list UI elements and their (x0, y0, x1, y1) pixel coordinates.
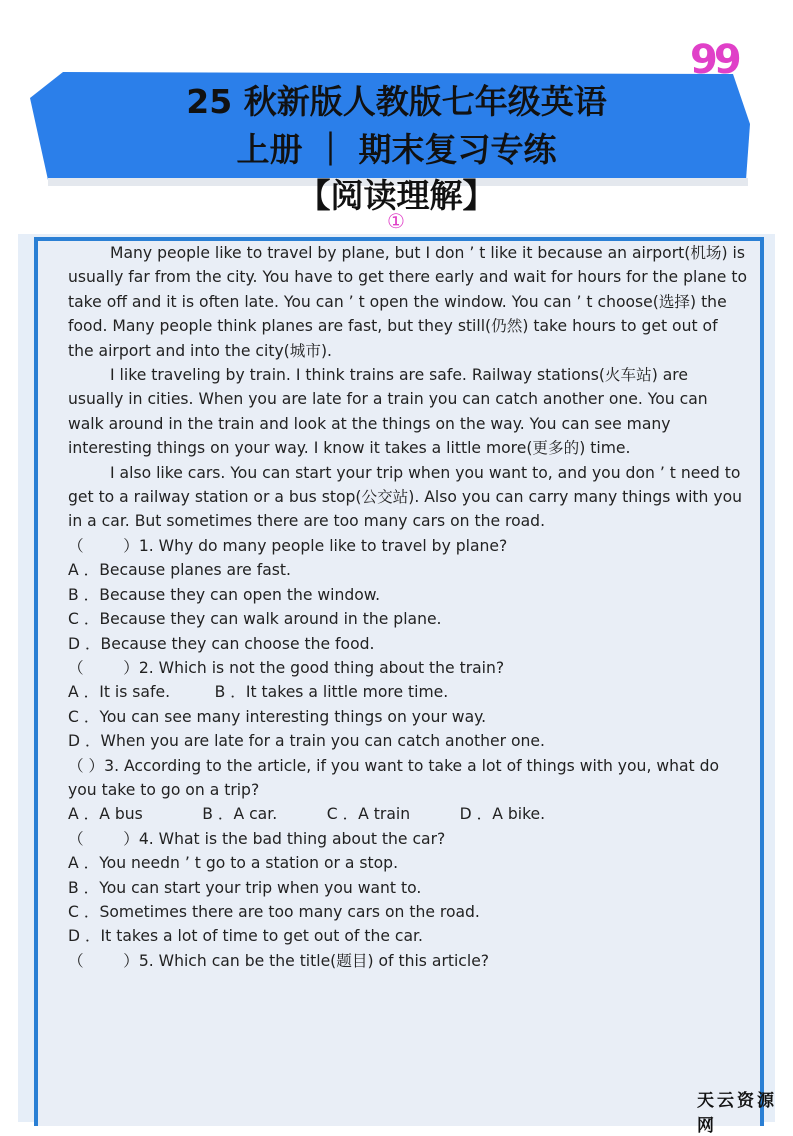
question-stem: （ ）2. Which is not the good thing about the train? (68, 658, 505, 677)
answer-option: A ．You needn ’ t go to a station or a stop. (68, 854, 399, 873)
answer-option: D ．It takes a lot of time to get out of the car. (68, 927, 423, 946)
answer-option: A ．It is safe. B ．It takes a little more time. (68, 683, 449, 702)
reading-content (68, 241, 748, 973)
quote-mark-icon: 99 (690, 37, 738, 83)
answer-option: D ．Because they can choose the food. (68, 634, 375, 653)
answer-option: C ．You can see many interesting things on your way. (68, 707, 487, 726)
passage-paragraph: I also like cars. You can start your trip when you want to, and you don ’ t need to get to a railway station or a bus stop(公交站). Also you can carry many things with you in a car. But sometimes there are too many cars on the road. (68, 463, 743, 531)
watermark: 天云资源网 (697, 1091, 777, 1136)
question-3 (68, 754, 748, 827)
question-2 (68, 656, 748, 754)
answer-option: B ．Because they can open the window. (68, 585, 381, 604)
answer-option: B ．You can start your trip when you want to. (68, 878, 422, 897)
passage-number-badge: ① (387, 209, 405, 233)
question-stem: （ ）1. Why do many people like to travel by plane? (68, 536, 508, 555)
question-stem: （ ）3. According to the article, if you want to take a lot of things with you, what do you take to go on a trip? (68, 756, 720, 799)
question-stem: （ ）4. What is the bad thing about the car? (68, 829, 446, 848)
page-title: 25 秋新版人教版七年级英语 (186, 82, 607, 121)
question-stem: （ ）5. Which can be the title(题目) of this article? (68, 951, 490, 970)
question-4 (68, 827, 748, 949)
section-title: 【阅读理解】 (297, 176, 496, 215)
passage-paragraph: I like traveling by train. I think trains are safe. Railway stations(火车站) are usually in cities. When you are late for a train you can catch another one. You can walk around in the train and look at the things on the way. You can see many interesting things on your way. I know it takes a little more(更多的) time. (68, 366, 708, 458)
passage-paragraph: Many people like to travel by plane, but I don ’ t like it because an airport(机场) is usually far from the city. You have to get there early and wait for hours for the plane to take off and it is often late. You can ’ t open the window. You can ’ t choose(选择) the food. Many people think planes are fast, but they still(仍然) take hours to get out of the airport and into the city(城市). (68, 244, 747, 360)
question-1 (68, 534, 748, 656)
answer-option: A ．Because planes are fast. (68, 561, 291, 580)
page-subtitle: 上册 ｜ 期末复习专练 (236, 130, 557, 169)
answer-option: D ．When you are late for a train you can catch another one. (68, 732, 545, 751)
answer-option: C ．Sometimes there are too many cars on the road. (68, 902, 480, 921)
question-5 (68, 949, 748, 973)
answer-option: A ．A bus B ．A car. C ．A train D ．A bike. (68, 805, 546, 824)
answer-option: C ．Because they can walk around in the plane. (68, 610, 442, 629)
